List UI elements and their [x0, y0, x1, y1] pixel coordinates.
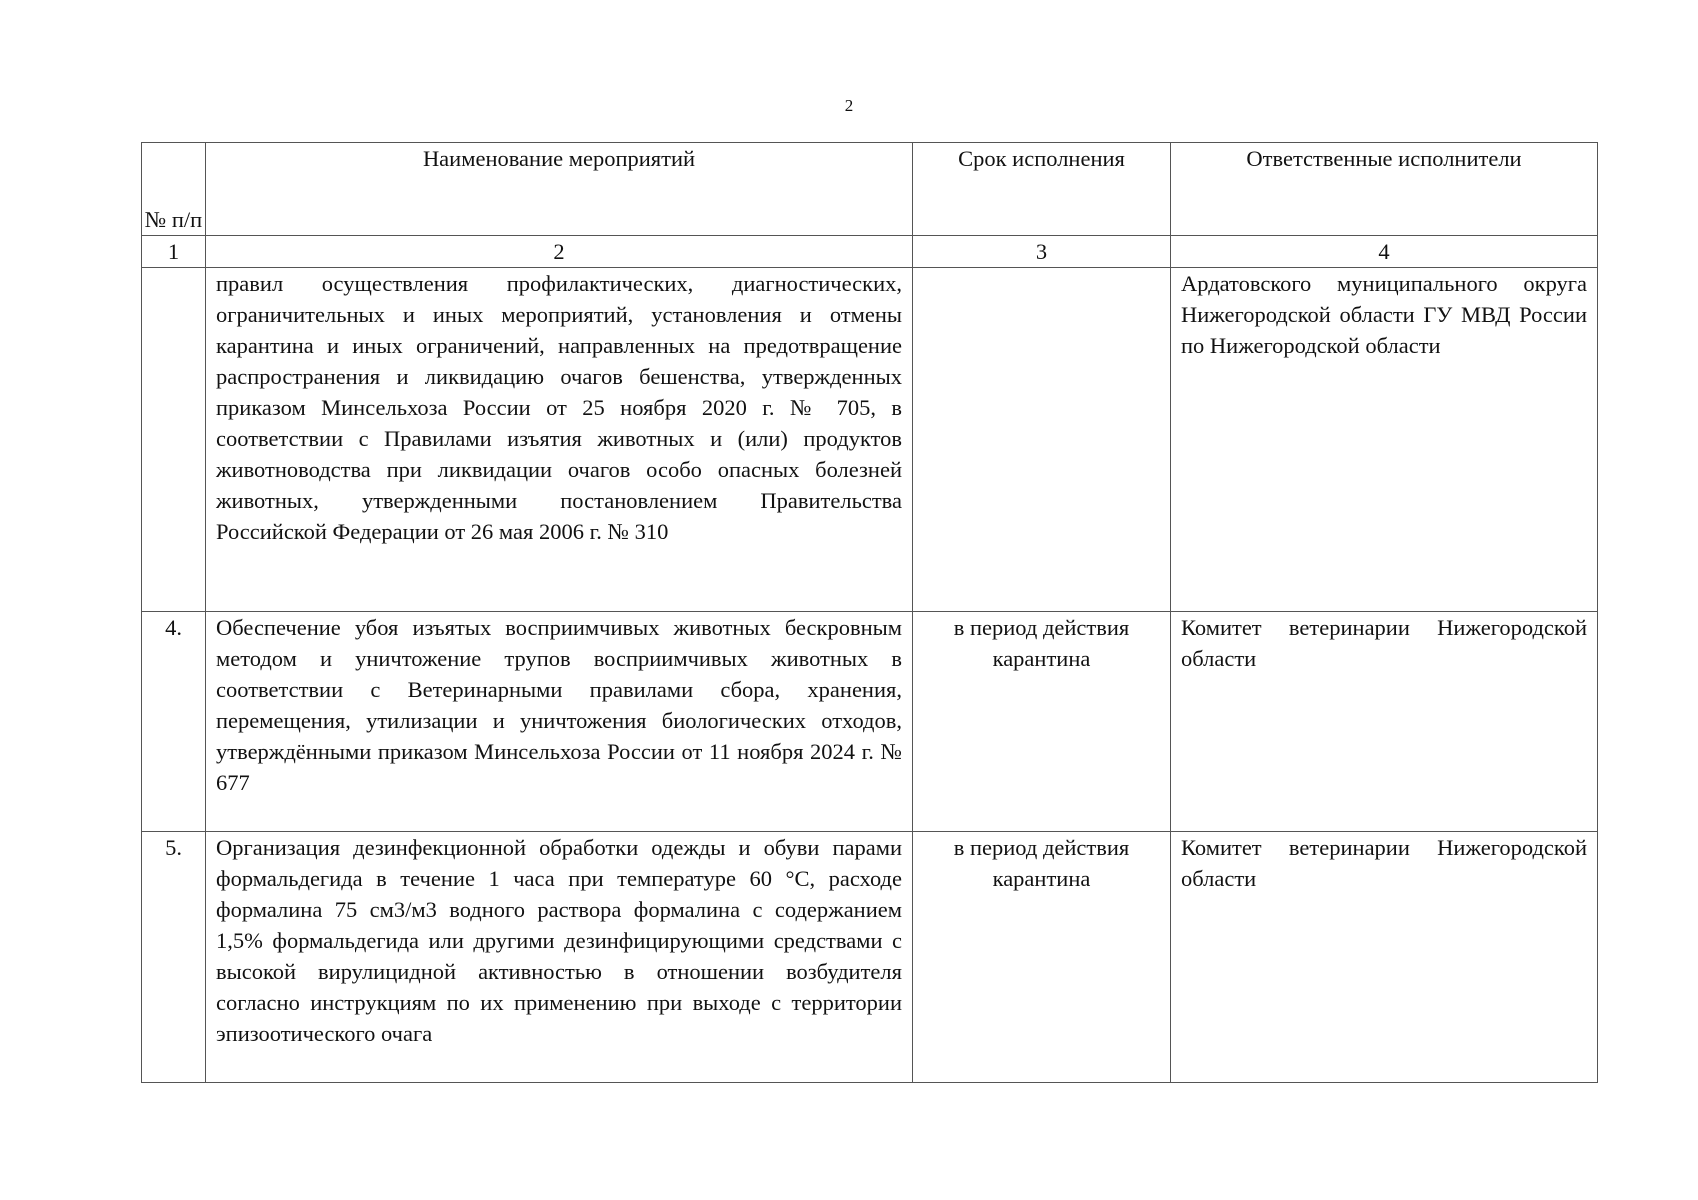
page-number: 2 [844, 96, 854, 115]
row-number: 4. [142, 612, 206, 832]
activities-table [141, 142, 1598, 1083]
activity-name: правил осуществления профилактических, диагностических, ограничительных и иных мероприятий, установления и отмены карантина и иных ограничений, направленных на предотвращение распространения и ликвидацию очагов бешенства, утвержденных приказом Минсельхоза России от 25 ноября 2020 г. № 705, в соответствии с Правилами изъятия животных и (или) продуктов животноводства при ликвидации очагов особо опасных болезней животных, утвержденными постановлением Правительства Российской Федерации от 26 мая 2006 г. № 310 [206, 268, 913, 612]
header-name: Наименование мероприятий [206, 143, 913, 236]
header-num: № п/п [142, 143, 206, 236]
header-responsible: Ответственные исполнители [1171, 143, 1598, 236]
activity-name: Обеспечение убоя изъятых восприимчивых животных бескровным методом и уничтожение трупов восприимчивых животных в соответствии с Ветеринарными правилами сбора, хранения, перемещения, утилизации и уничтожения биологических отходов, утверждёнными приказом Минсельхоза России от 11 ноября 2024 г. № 677 [206, 612, 913, 832]
responsible: Комитет ветеринарии Нижегородской области [1171, 612, 1598, 832]
table-row [142, 612, 1598, 832]
activity-name: Организация дезинфекционной обработки одежды и обуви парами формальдегида в течение 1 часа при температуре 60 °С, расходе формалина 75 см3/м3 водного раствора формалина с содержанием 1,5% формальдегида или другими дезинфицирующими средствами с высокой вирулицидной активностью в отношении возбудителя согласно инструкциям по их применению при выходе с территории эпизоотического очага [206, 832, 913, 1083]
row-number [142, 268, 206, 612]
column-number: 4 [1171, 236, 1598, 268]
header-deadline: Срок исполнения [913, 143, 1171, 236]
table-header-row [142, 143, 1598, 236]
column-number: 2 [206, 236, 913, 268]
column-number-row [142, 236, 1598, 268]
responsible: Ардатовского муниципального округа Нижегородской области ГУ МВД России по Нижегородской области [1171, 268, 1598, 612]
table-row [142, 832, 1598, 1083]
deadline: в период действия карантина [913, 832, 1171, 1083]
column-number: 1 [142, 236, 206, 268]
column-number: 3 [913, 236, 1171, 268]
deadline [913, 268, 1171, 612]
responsible: Комитет ветеринарии Нижегородской области [1171, 832, 1598, 1083]
row-number: 5. [142, 832, 206, 1083]
table-row [142, 268, 1598, 612]
deadline: в период действия карантина [913, 612, 1171, 832]
